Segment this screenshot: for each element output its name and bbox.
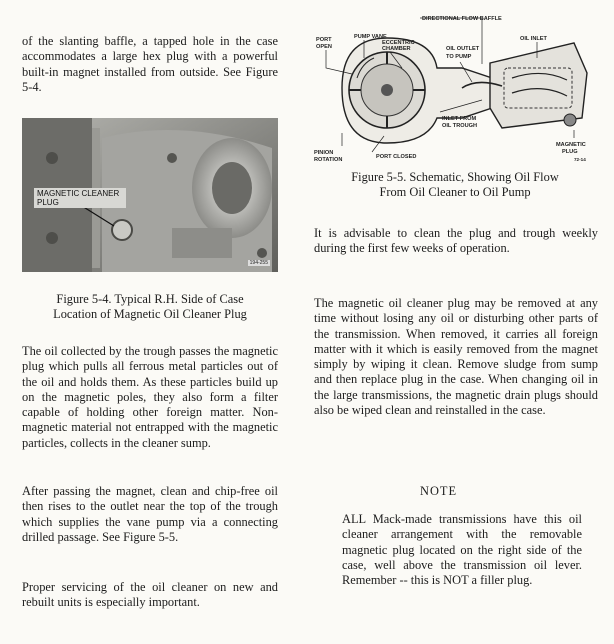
plug-removal-paragraph: The magnetic oil cleaner plug may be removed at any time without losing any oil or disturbing other parts of the transmission. When removed, it carries all foreign matter with it which is easily removed from the magnet simply by wiping it clean. Remove sludge from sump and then replace plug in the case. When changing oil in the large transmissions, the magnetic drain plugs should also be wiped clean and reinstalled in the case. [314, 296, 598, 418]
label-plug-2: PLUG [562, 149, 578, 155]
figure-5-4-caption-line1: Figure 5-4. Typical R.H. Side of Case [56, 292, 244, 306]
figure-5-5-caption-line1: Figure 5-5. Schematic, Showing Oil Flow [351, 170, 559, 184]
label-plug-1: MAGNETIC [556, 142, 586, 148]
label-outlet-2: TO PUMP [446, 54, 472, 60]
figure-5-5-caption-line2: From Oil Cleaner to Oil Pump [379, 185, 531, 199]
note-body: ALL Mack-made transmissions have this oil cleaner arrangement with the removable magnetic plug located on the right side of the case, well above the transmission oil lever. Remember -- this is NOT a filler plug. [342, 512, 582, 588]
label-pinion-1: PINION [314, 150, 334, 156]
oil-flow-schematic [312, 8, 597, 164]
label-trough-1: INLET FROM [442, 116, 477, 122]
label-pinion-2: ROTATION [314, 157, 343, 163]
servicing-paragraph: Proper servicing of the oil cleaner on new and rebuilt units is especially important. [22, 580, 278, 610]
magnetic-plug-shape [564, 114, 576, 126]
label-baffle: DIRECTIONAL FLOW BAFFLE [422, 16, 502, 22]
photo-code: 194-255 [249, 260, 268, 266]
oil-collection-paragraph: The oil collected by the trough passes the magnetic plug which pulls all ferrous metal particles out of the oil and holds them. As these particles build up on the magnetic poles, they also form a filter capable of holding other foreign matter. Non-magnetic material not entrapped with the magnetic particles, collects in the cleaner sump. [22, 344, 278, 450]
clean-oil-paragraph: After passing the magnet, clean and chip-free oil then rises to the outlet near the top of the trough which supplies the vane pump via a connecting drilled passage. See Figure 5-5. [22, 484, 278, 544]
case-photo [22, 118, 278, 272]
figure-5-4-caption-line2: Location of Magnetic Oil Cleaner Plug [53, 307, 247, 321]
label-outlet-1: OIL OUTLET [446, 46, 480, 52]
label-eccentric-2: CHAMBER [382, 46, 411, 52]
label-trough-2: OIL TROUGH [442, 123, 478, 129]
label-inlet: OIL INLET [520, 36, 547, 42]
cleaning-advice-paragraph: It is advisable to clean the plug and trough weekly during the first few weeks of operation. [314, 226, 598, 256]
label-port-open-1: PORT [316, 37, 332, 43]
label-eccentric-1: ECCENTRIC [382, 40, 415, 46]
label-port-open-2: OPEN [316, 44, 332, 50]
label-vane: PUMP VANE [354, 34, 387, 40]
rotor-hub [381, 84, 393, 96]
note-heading: NOTE [420, 484, 458, 498]
schematic-code: 72-14 [574, 157, 586, 162]
intro-paragraph: of the slanting baffle, a tapped hole in the case accommodates a large hex plug with a powerful built-in magnet installed from outside. See Figure 5-4. [22, 34, 278, 94]
label-port-closed: PORT CLOSED [376, 154, 417, 160]
magnetic-cleaner-label: MAGNETIC CLEANER PLUG [34, 188, 126, 208]
